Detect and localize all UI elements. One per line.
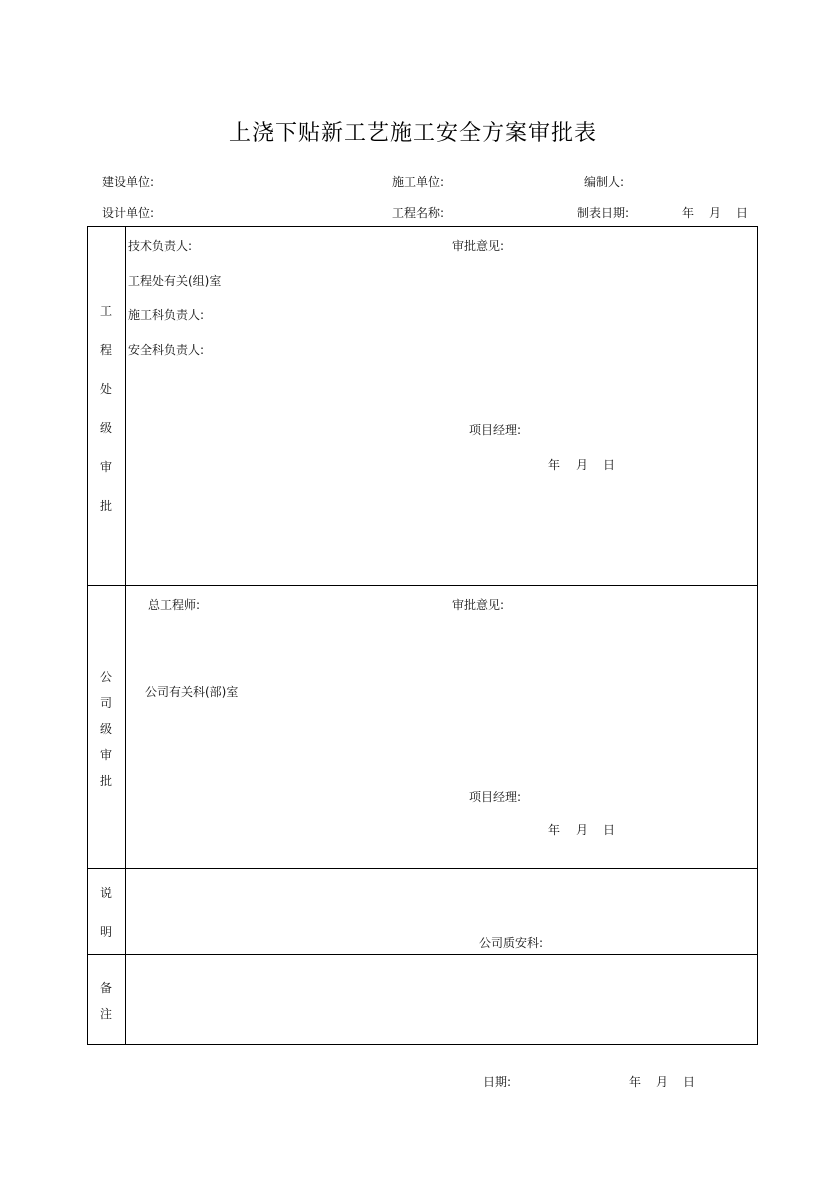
section1-side-char: 审: [99, 460, 112, 474]
section4-side-char: 注: [99, 1007, 112, 1021]
company-dept-room-label: 公司有关科(部)室: [145, 685, 239, 699]
section2-year: 年: [548, 823, 561, 837]
section3-side-char: 明: [99, 925, 112, 939]
header-month: 月: [709, 206, 722, 220]
section1-day: 日: [603, 458, 616, 472]
compiler-label: 编制人:: [584, 175, 625, 189]
section1-side-char: 工: [99, 304, 112, 318]
section1-month: 月: [576, 458, 589, 472]
footer-day: 日: [683, 1075, 696, 1089]
chief-engineer-label: 总工程师:: [148, 598, 201, 612]
section1-year: 年: [548, 458, 561, 472]
section-divider-3: [87, 954, 758, 955]
section2-side-char: 批: [99, 774, 112, 788]
section2-side-char: 司: [99, 696, 112, 710]
section2-side-char: 级: [99, 722, 112, 736]
footer-year: 年: [629, 1075, 642, 1089]
construction-lead-label: 施工科负责人:: [128, 308, 205, 322]
project-manager-label: 项目经理:: [469, 423, 522, 437]
design-unit-label: 设计单位:: [102, 206, 155, 220]
section2-side-char: 审: [99, 748, 112, 762]
table-date-label: 制表日期:: [577, 206, 630, 220]
footer-date-label: 日期:: [483, 1075, 512, 1089]
section1-side-char: 处: [99, 382, 112, 396]
qa-dept-label: 公司质安科:: [479, 936, 544, 950]
section-divider-1: [87, 585, 758, 586]
opinion-label: 审批意见:: [452, 239, 505, 253]
builder-unit-label: 施工单位:: [392, 175, 445, 189]
section2-side-char: 公: [99, 670, 112, 684]
section-divider-2: [87, 868, 758, 869]
section1-side-char: 批: [99, 499, 112, 513]
safety-lead-label: 安全科负责人:: [128, 343, 205, 357]
header-day: 日: [736, 206, 749, 220]
project-manager-label: 项目经理:: [469, 790, 522, 804]
section4-side-char: 备: [99, 981, 112, 995]
project-name-label: 工程名称:: [392, 206, 445, 220]
section1-side-char: 级: [99, 421, 112, 435]
table-column-divider: [125, 226, 126, 1045]
page-title: 上浇下贴新工艺施工安全方案审批表: [229, 121, 598, 146]
section1-side-char: 程: [99, 343, 112, 357]
construction-unit-label: 建设单位:: [102, 175, 155, 189]
section2-month: 月: [576, 823, 589, 837]
section2-day: 日: [603, 823, 616, 837]
opinion-label: 审批意见:: [452, 598, 505, 612]
header-year: 年: [682, 206, 695, 220]
section3-side-char: 说: [99, 886, 112, 900]
dept-room-label: 工程处有关(组)室: [128, 274, 222, 288]
footer-month: 月: [656, 1075, 669, 1089]
tech-lead-label: 技术负责人:: [128, 239, 193, 253]
